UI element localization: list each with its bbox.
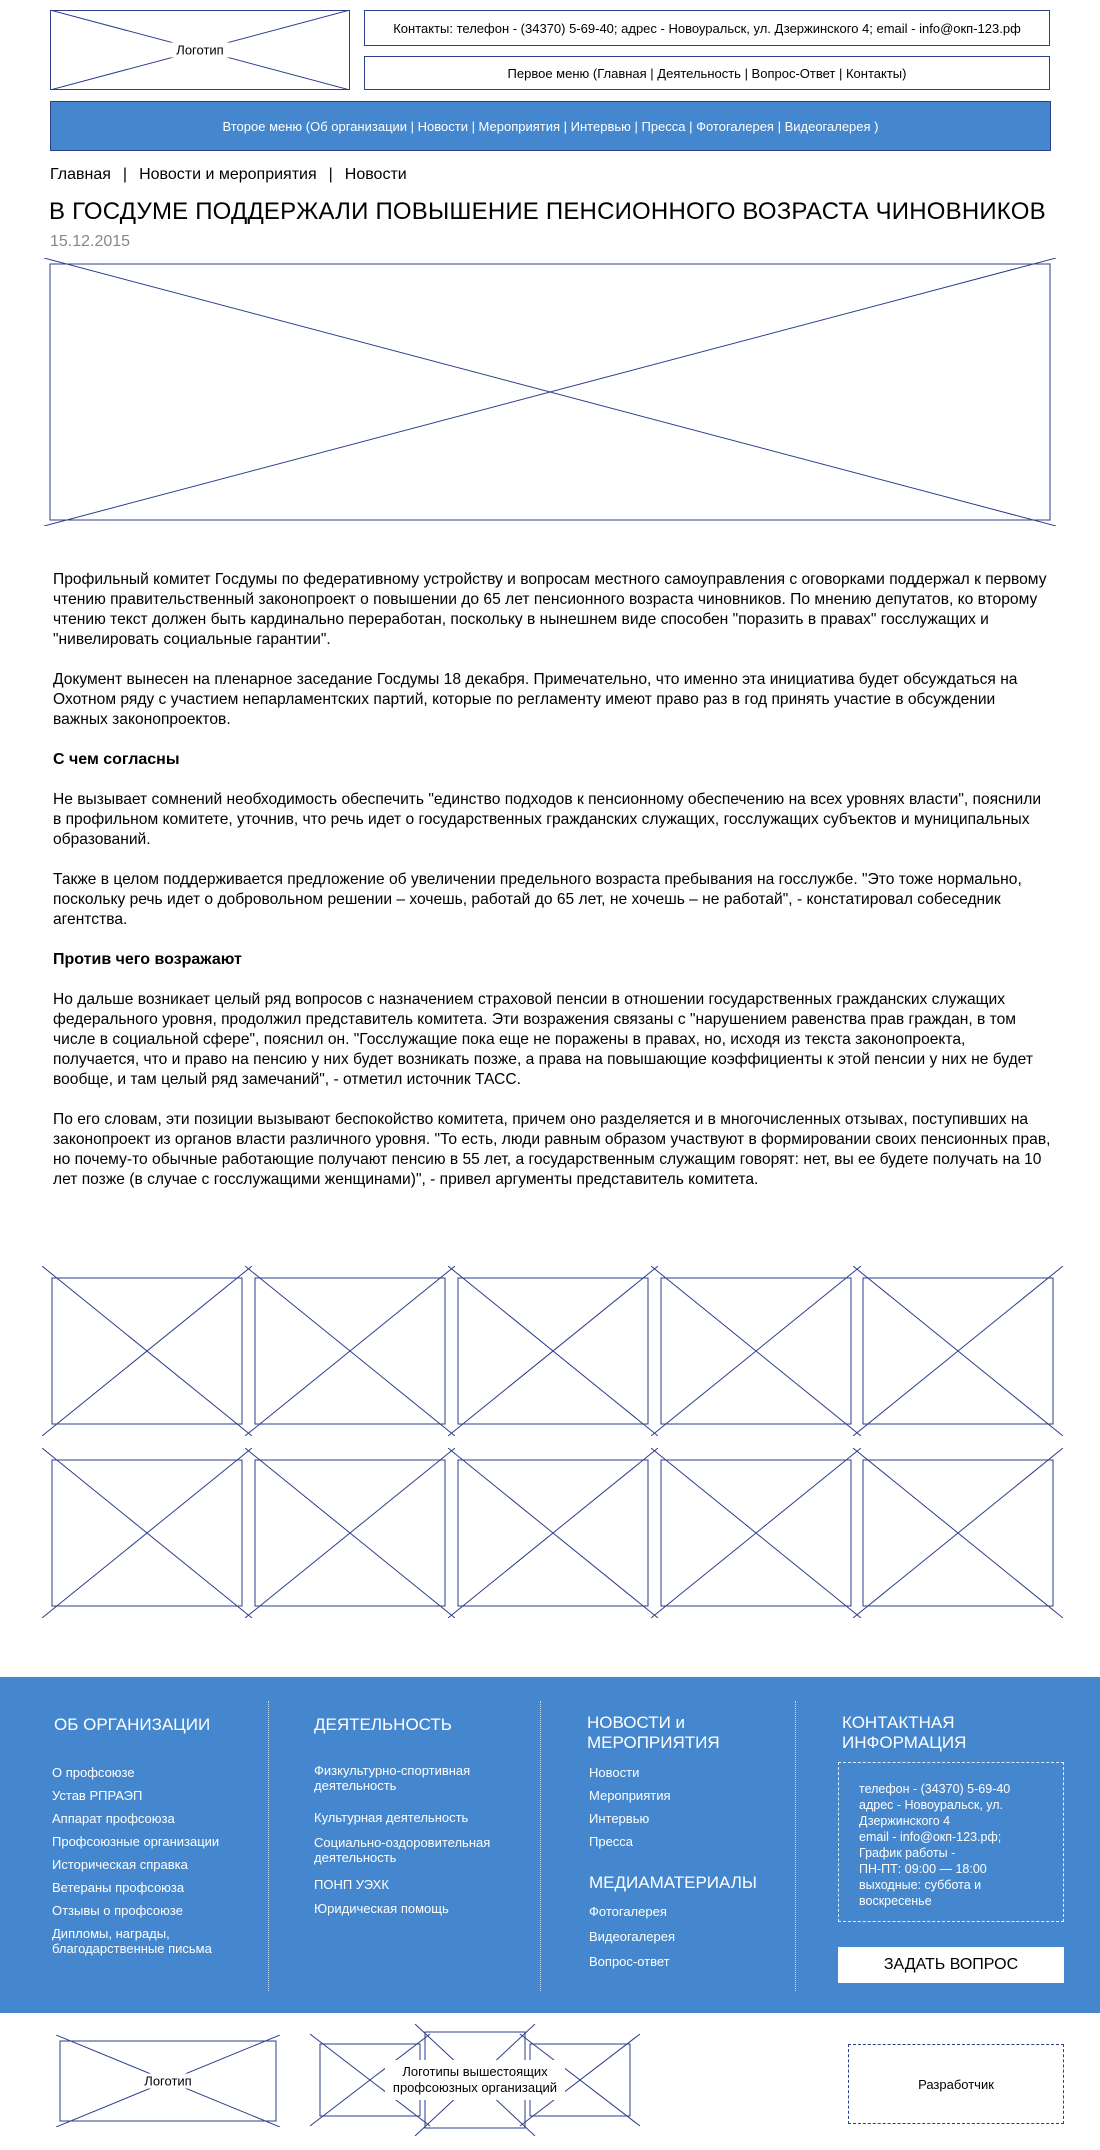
gallery-thumbnail[interactable] <box>853 1448 1063 1618</box>
first-menu[interactable] <box>364 56 1050 90</box>
footer-divider <box>795 1701 796 1991</box>
footer-link[interactable]: Культурная деятельность <box>314 1810 469 1825</box>
developer-placeholder[interactable] <box>848 2044 1064 2124</box>
gallery-thumbnail[interactable] <box>245 1448 455 1618</box>
partner-logos[interactable] <box>310 2024 640 2136</box>
contact-address: адрес - Новоуральск, ул. Дзержинского 4 <box>859 1798 1004 1828</box>
breadcrumb-separator: | <box>328 166 333 183</box>
footer-link[interactable]: Физкультурно-спортивная деятельность <box>314 1763 471 1793</box>
article-paragraph: Не вызывает сомнений необходимость обеспечить "единство подходов к пенсионному обеспечению на всех уровнях власти", пояснили в профильном комитете, уточнив, что речь идет о государственных гражданских служащих, госслужащих субъектов и муниципальных образований. <box>53 791 1042 848</box>
article-paragraph: По его словам, эти позиции вызывают беспокойство комитета, причем оно разделяется и в многочисленных отзывах, поступивших на законопроект из органов власти различного уровня. "То есть, люди равным образом участвуют в формировании своих пенсионных прав, но почему-то обычные работающие получают пенсию в 55 лет, а государственным служащим говорят: нет, вы ее будете получать на 10 лет позже (в случае с госслужащими женщинами)", - привел аргументы представитель комитета. <box>53 1111 1051 1188</box>
gallery-thumbnail[interactable] <box>651 1266 861 1436</box>
breadcrumb-item-news[interactable]: Новости <box>344 166 407 183</box>
image-placeholder-icon <box>42 1448 252 1618</box>
footer-link[interactable]: Мероприятия <box>589 1788 671 1803</box>
footer-link[interactable]: Фотогалерея <box>589 1904 667 1919</box>
first-menu-text[interactable]: Первое меню (Главная | Деятельность | Вопрос-Ответ | Контакты) <box>507 65 907 81</box>
footer-link[interactable]: Пресса <box>589 1834 634 1849</box>
footer-link[interactable]: Аппарат профсоюза <box>52 1811 175 1826</box>
article-date: 15.12.2015 <box>50 233 131 250</box>
contact-email[interactable]: email - info@окп-123.рф; <box>859 1830 1002 1844</box>
header-contacts <box>364 10 1050 46</box>
logo-label: Логотип <box>160 43 240 58</box>
ask-question-button[interactable]: ЗАДАТЬ ВОПРОС <box>838 1947 1064 1983</box>
image-placeholder-icon <box>448 1448 658 1618</box>
gallery-thumbnail[interactable] <box>448 1266 658 1436</box>
contact-phone: телефон - (34370) 5-69-40 <box>859 1782 1011 1796</box>
footer-link[interactable]: Вопрос-ответ <box>589 1954 670 1969</box>
developer-label: Разработчик <box>918 2076 994 2092</box>
gallery-thumbnail[interactable] <box>651 1448 861 1618</box>
footer-link[interactable]: Видеогалерея <box>589 1929 675 1944</box>
article-body <box>53 570 1053 1210</box>
footer-col-news-list <box>589 1765 769 1857</box>
contact-schedule-weekdays: ПН-ПТ: 09:00 — 18:00 <box>859 1862 987 1876</box>
footer-link[interactable]: О профсоюзе <box>52 1765 135 1780</box>
footer-contact-info <box>838 1762 1064 1922</box>
footer-link[interactable]: Профсоюзные организации <box>52 1834 220 1849</box>
article-paragraph: Профильный комитет Госдумы по федеративному устройству и вопросам местного самоуправления с оговорками поддержал к первому чтению правительственный законопроект о повышении до 65 лет пенсионного возраста чиновников. По мнению депутатов, ко второму чтению текст должен быть кардинально переработан, поскольку в нынешнем виде способен "поразить в правах" госслужащих и "нивелировать социальные гарантии". <box>53 571 1047 648</box>
page-title: В ГОСДУМЕ ПОДДЕРЖАЛИ ПОВЫШЕНИЕ ПЕНСИОННОГО ВОЗРАСТА ЧИНОВНИКОВ <box>49 198 1046 225</box>
image-placeholder-icon <box>651 1448 861 1618</box>
image-placeholder-icon <box>853 1266 1063 1436</box>
breadcrumb-separator: | <box>122 166 128 183</box>
footer-col-media-list <box>589 1904 769 1977</box>
footer-link[interactable]: Историческая справка <box>52 1857 188 1872</box>
footer-link[interactable]: ПОНП УЭХК <box>314 1877 389 1892</box>
article-image <box>44 258 1056 526</box>
image-placeholder-icon <box>651 1266 861 1436</box>
footer-link[interactable]: Отзывы о профсоюзе <box>52 1903 183 1918</box>
footer-link[interactable]: Новости <box>589 1765 640 1780</box>
article-paragraph: Также в целом поддерживается предложение об увеличении предельного возраста пребывания на госслужбе. "Это тоже нормально, поскольку речь идет о добровольном решении – хочешь, работай до 65 лет, не хочешь – не работай", - констатировал собеседник агентства. <box>53 871 1022 928</box>
gallery-thumbnail[interactable] <box>245 1266 455 1436</box>
second-menu[interactable] <box>50 101 1051 151</box>
second-menu-text[interactable]: Второе меню (Об организации | Новости | Мероприятия | Интервью | Пресса | Фотогалерея | Видеогалерея ) <box>222 118 879 134</box>
header-contacts-text: Контакты: телефон - (34370) 5-69-40; адрес - Новоуральск, ул. Дзержинского 4; email - info@окп-123.рф <box>393 20 1021 36</box>
footer-link[interactable]: Ветераны профсоюза <box>52 1880 185 1895</box>
contact-schedule-weekend: выходные: суббота и воскресенье <box>859 1878 982 1908</box>
image-placeholder-icon <box>853 1448 1063 1618</box>
footer-link[interactable]: Дипломы, награды, благодарственные письма <box>52 1926 212 1956</box>
gallery-thumbnail[interactable] <box>448 1448 658 1618</box>
breadcrumb-item-home[interactable]: Главная <box>50 166 111 183</box>
footer-col-about-list <box>52 1765 252 1964</box>
gallery-thumbnail[interactable] <box>42 1448 252 1618</box>
image-placeholder-icon <box>44 258 1056 526</box>
image-placeholder-icon <box>42 1266 252 1436</box>
bottom-logo-label: Логотип <box>136 2074 200 2089</box>
article-paragraph: Документ вынесен на пленарное заседание Госдумы 18 декабря. Примечательно, что именно эта инициатива будет обсуждаться на Охотном ряду с участием непарламентских партий, которые по регламенту имеют право раз в год принять участие в обсуждении важных законопроектов. <box>53 671 1018 728</box>
site-footer <box>0 1677 1100 2013</box>
footer-col-news-title[interactable]: НОВОСТИ и МЕРОПРИЯТИЯ <box>587 1713 720 1752</box>
contact-schedule-label: График работы - <box>859 1846 956 1860</box>
article-paragraph: Но дальше возникает целый ряд вопросов с назначением страховой пенсии в отношении государственных гражданских служащих федерального уровня, продолжил представитель комитета. Эти возражения связаны с "нарушением равенства прав граждан, в том числе в социальной сфере", пояснил он. "Госслужащие пока еще не поражены в правах, но, исходя из текста законопроекта, получается, что и право на пенсию у них будет возникать позже, а права на повышающие коэффициенты к этой пенсии у них не будет вообще, и там целый ряд замечаний", - отметил источник ТАСС. <box>53 991 1033 1088</box>
footer-link[interactable]: Устав РПРАЭП <box>52 1788 143 1803</box>
bottom-logo-placeholder[interactable] <box>56 2035 280 2127</box>
image-placeholder-icon <box>245 1448 455 1618</box>
footer-col-contacts-title: КОНТАКТНАЯ ИНФОРМАЦИЯ <box>842 1713 967 1752</box>
image-placeholder-icon <box>245 1266 455 1436</box>
footer-col-activity-title[interactable]: ДЕЯТЕЛЬНОСТЬ <box>314 1715 452 1734</box>
footer-divider <box>268 1701 269 1991</box>
footer-link[interactable]: Юридическая помощь <box>314 1901 449 1916</box>
gallery-thumbnail[interactable] <box>853 1266 1063 1436</box>
image-placeholder-icon <box>448 1266 658 1436</box>
footer-link[interactable]: Интервью <box>589 1811 650 1826</box>
logo-placeholder[interactable] <box>50 10 350 90</box>
article-subheading: С чем согласны <box>53 751 180 768</box>
gallery-thumbnail[interactable] <box>42 1266 252 1436</box>
footer-divider <box>540 1701 541 1991</box>
footer-col-activity-list <box>314 1763 514 1924</box>
footer-col-about-title[interactable]: ОБ ОРГАНИЗАЦИИ <box>54 1715 211 1734</box>
footer-col-media-title[interactable]: МЕДИАМАТЕРИАЛЫ <box>589 1873 757 1892</box>
breadcrumb-item-news-events[interactable]: Новости и мероприятия <box>139 166 317 183</box>
footer-link[interactable]: Социально-оздоровительная деятельность <box>314 1835 491 1865</box>
partner-logos-label: Логотипы вышестоящих профсоюзных организаций <box>385 2060 565 2100</box>
breadcrumb <box>50 166 407 184</box>
article-subheading: Против чего возражают <box>53 951 242 968</box>
